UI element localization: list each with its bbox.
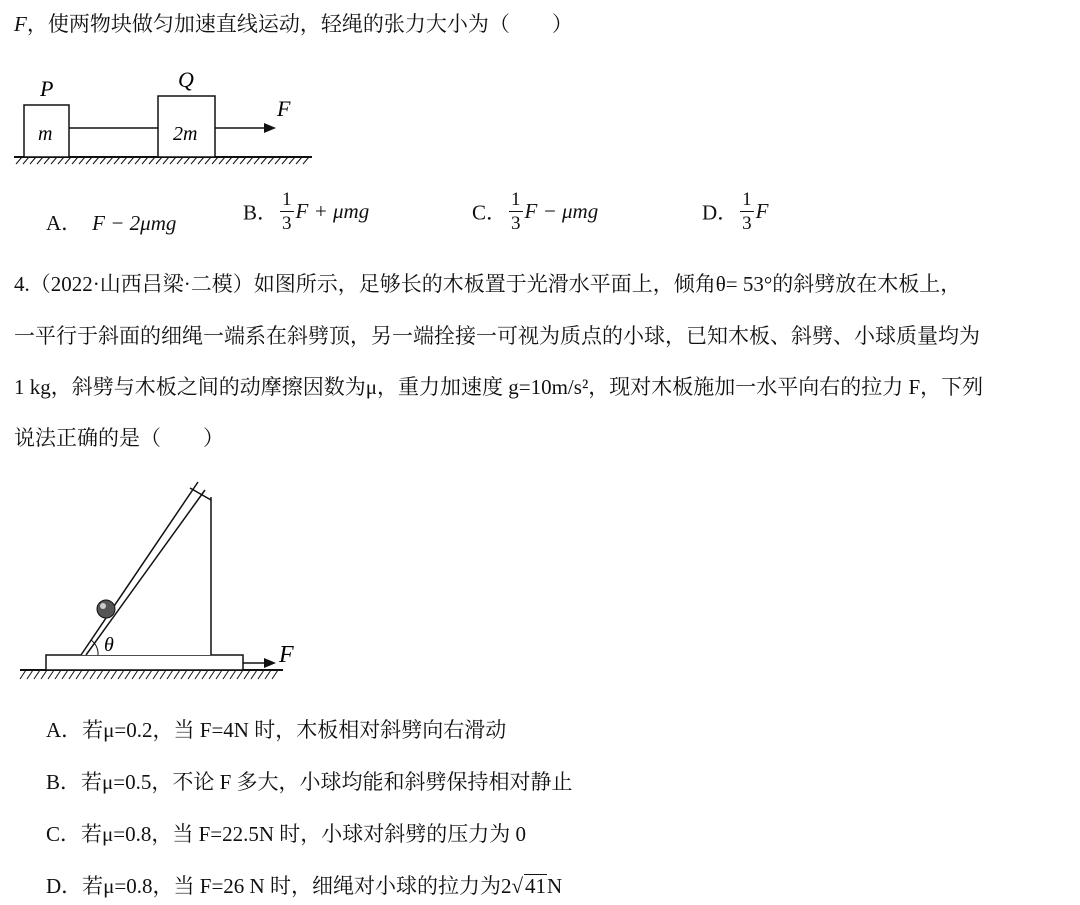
fraction-denominator: 3 (282, 213, 292, 234)
q4-force-arrow-head (264, 658, 276, 668)
q3-option-d-fraction (740, 190, 754, 233)
q4-option-d-unit: N (547, 874, 563, 898)
wedge-body (81, 497, 211, 655)
q4-option-c-letter: C． (46, 822, 82, 846)
angle-label: θ (104, 634, 114, 656)
q3-option-d-expr: F (755, 199, 769, 223)
q3-option-c-fraction (509, 190, 523, 233)
q4-line-2: 一平行于斜面的细绳一端系在斜劈顶，另一端拴接一可视为质点的小球，已知木板、斜劈、小球质量均为 (14, 324, 980, 348)
q3-option-b-fraction (280, 190, 294, 233)
q4-option-c-text: 若μ=0.8，当 F=22.5N 时，小球对斜劈的压力为 0 (81, 822, 527, 846)
q3-tail-var: F (14, 12, 27, 36)
q4-force-label: F (279, 642, 294, 668)
small-ball (97, 600, 115, 618)
q3-option-d-letter: D． (702, 200, 739, 225)
q4-option-c[interactable] (46, 818, 526, 848)
q4-line-4: 说法正确的是（ ） (14, 426, 224, 450)
q3-option-a[interactable] (46, 207, 176, 237)
q3-option-a-expr: F − 2μmg (92, 211, 177, 235)
q4-option-d-letter: D． (46, 874, 83, 898)
q4-option-a[interactable] (46, 714, 506, 744)
sqrt-symbol: √ (511, 874, 523, 898)
q3-option-b-letter: B． (243, 200, 279, 225)
wedge-top (190, 488, 211, 500)
fraction-denominator: 3 (742, 213, 752, 234)
q4-ground-hatch (20, 670, 278, 679)
q3-option-b[interactable] (243, 190, 369, 233)
q4-option-b[interactable] (46, 766, 573, 796)
q4-figure (0, 470, 320, 695)
q3-option-b-expr: F + μmg (295, 199, 370, 223)
fraction-numerator: 1 (511, 189, 521, 210)
q4-line-3: 1 kg，斜劈与木板之间的动摩擦因数为μ，重力加速度 g=10m/s²，现对木板施加一水平向右的拉力 F，下列 (14, 375, 984, 399)
fraction-numerator: 1 (742, 189, 752, 210)
mass-p: m (38, 123, 53, 145)
q4-line-1: 4.（2022·山西吕梁·二模）如图所示，足够长的木板置于光滑水平面上，倾角θ= 53°的斜劈放在木板上， (14, 272, 962, 296)
q3-option-d[interactable] (702, 190, 769, 233)
q3-figure (0, 60, 330, 175)
q3-tail-line (14, 8, 573, 38)
label-force: F (277, 96, 291, 121)
q4-option-b-text: 若μ=0.5，不论 F 多大，小球均能和斜劈保持相对静止 (81, 770, 573, 794)
q4-option-d[interactable] (46, 870, 562, 900)
q3-option-a-letter: A． (46, 211, 83, 235)
fraction-denominator: 3 (511, 213, 521, 234)
q4-option-d-text: 若μ=0.8，当 F=26 N 时，细绳对小球的拉力为 (82, 874, 501, 898)
mass-q: 2m (173, 123, 198, 145)
q4-option-d-coef: 2 (500, 874, 512, 898)
ball-highlight (100, 603, 106, 609)
fraction-numerator: 1 (282, 189, 292, 210)
wooden-board (46, 655, 243, 670)
q4-option-a-text: 若μ=0.2，当 F=4N 时，木板相对斜劈向右滑动 (82, 718, 507, 742)
q3-option-c-expr: F − μmg (524, 199, 599, 223)
q3-option-c-letter: C． (472, 200, 508, 225)
q3-tail-text: ，使两物块做匀加速直线运动，轻绳的张力大小为（ ） (26, 12, 573, 36)
q3-ground-hatch (16, 157, 309, 164)
force-arrow-head (264, 123, 276, 133)
q4-option-a-letter: A． (46, 718, 83, 742)
label-p: P (40, 76, 54, 101)
q3-option-c[interactable] (472, 190, 598, 233)
q4-option-d-radicand: 41 (525, 874, 546, 898)
q4-option-b-letter: B． (46, 770, 82, 794)
label-q: Q (178, 67, 194, 92)
